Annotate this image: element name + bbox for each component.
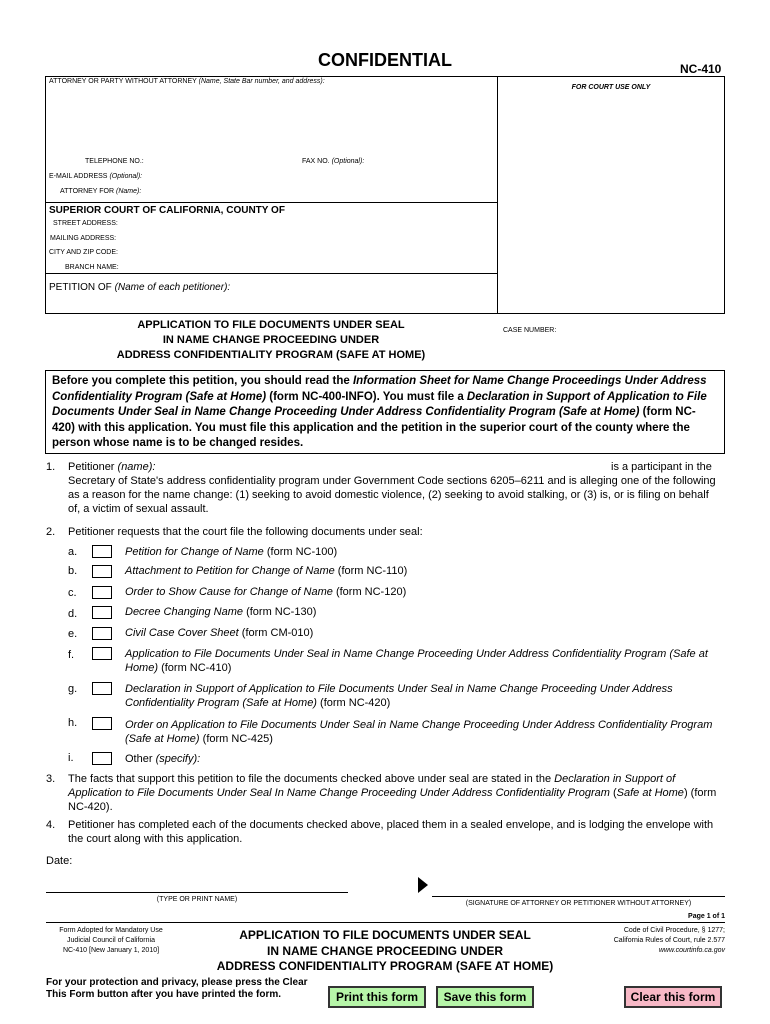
- court-title: SUPERIOR COURT OF CALIFORNIA, COUNTY OF: [49, 205, 285, 216]
- footer-title: APPLICATION TO FILE DOCUMENTS UNDER SEAL IN NAME CHANGE PROCEEDING UNDER ADDRESS CONFIDENTIALITY PROGRAM (SAFE AT HOME): [216, 928, 554, 973]
- option-c-checkbox[interactable]: [92, 586, 112, 599]
- save-form-button[interactable]: Save this form: [436, 986, 534, 1008]
- date-input[interactable]: [80, 852, 230, 866]
- petition-label: PETITION OF (Name of each petitioner):: [49, 282, 231, 293]
- fax-label: FAX NO. (Optional):: [302, 158, 365, 165]
- option-a-checkbox[interactable]: [92, 545, 112, 558]
- page-number: Page 1 of 1: [688, 913, 725, 920]
- option-e-checkbox[interactable]: [92, 627, 112, 640]
- option-e-label: Civil Case Cover Sheet (form CM-010): [125, 627, 314, 639]
- adopted-note: Form Adopted for Mandatory Use Judicial Council of California NC-410 [New January 1, 2010]: [59, 927, 163, 954]
- item1-tail: is a participant in the: [611, 461, 712, 473]
- printed-name-input[interactable]: [46, 874, 346, 890]
- print-form-button[interactable]: Print this form: [328, 986, 426, 1008]
- privacy-note: For your protection and privacy, please press the Clear This Form button after you have printed the form.: [46, 977, 308, 1000]
- street-label: STREET ADDRESS:: [53, 220, 118, 227]
- form-number: NC-410: [680, 62, 722, 76]
- case-number-input[interactable]: [503, 340, 718, 360]
- date-label: Date:: [46, 855, 73, 867]
- notice-box: Before you complete this petition, you should read the Information Sheet for Name Change Proceedings Under Address Confidentiality Program (Safe at Home) (form NC-400-INFO). You must file a Declaration in Support of Application to File Documents Under Seal in Name Change Proceeding Under Address Confidentiality Program (Safe at Home) (form NC-420) with this application. You must file this application and the petition in the superior court of the county where the person whose name is to be changed resides.: [45, 370, 725, 454]
- option-d-letter: d.: [68, 608, 78, 620]
- item1-lead: Petitioner (name):: [68, 461, 156, 473]
- telephone-input[interactable]: [150, 156, 290, 167]
- option-i-checkbox[interactable]: [92, 752, 112, 765]
- item2-text: Petitioner requests that the court file the following documents under seal:: [68, 526, 423, 538]
- option-c-label: Order to Show Cause for Change of Name (form NC-120): [125, 586, 407, 598]
- option-f-checkbox[interactable]: [92, 647, 112, 660]
- signature-label: (SIGNATURE OF ATTORNEY OR PETITIONER WITHOUT ATTORNEY): [465, 900, 692, 907]
- option-d-checkbox[interactable]: [92, 606, 112, 619]
- item4-number: 4.: [46, 819, 56, 831]
- email-label: E-MAIL ADDRESS (Optional):: [49, 173, 143, 180]
- petitioner-name-input[interactable]: [162, 459, 602, 473]
- option-g-letter: g.: [68, 683, 78, 695]
- option-g-label: Declaration in Support of Application to File Documents Under Seal in Name Change Proceeding Under Address Confidentiality Program (Safe at Home) (form NC-420): [125, 683, 673, 709]
- option-a-label: Petition for Change of Name (form NC-100): [125, 546, 338, 558]
- code-reference: Code of Civil Procedure, § 1277; California Rules of Court, rule 2.577 www.courtinfo.ca.gov: [613, 927, 725, 954]
- option-b-label: Attachment to Petition for Change of Name (form NC-110): [125, 565, 408, 577]
- option-g-checkbox[interactable]: [92, 682, 112, 695]
- option-h-checkbox[interactable]: [92, 717, 112, 730]
- item2-number: 2.: [46, 526, 56, 538]
- option-i-letter: i.: [68, 752, 74, 764]
- option-c-letter: c.: [68, 587, 77, 599]
- other-specify-input[interactable]: [210, 750, 710, 764]
- case-number-label: CASE NUMBER:: [503, 327, 557, 334]
- attorney-label: ATTORNEY OR PARTY WITHOUT ATTORNEY (Name, State Bar number, and address):: [49, 78, 325, 85]
- option-a-letter: a.: [68, 546, 78, 558]
- option-d-label: Decree Changing Name (form NC-130): [125, 606, 317, 618]
- court-use-label: FOR COURT USE ONLY: [571, 84, 651, 91]
- type-name-label: (TYPE OR PRINT NAME): [156, 896, 238, 903]
- option-b-checkbox[interactable]: [92, 565, 112, 578]
- option-h-letter: h.: [68, 717, 78, 729]
- confidential-title: CONFIDENTIAL: [318, 50, 452, 70]
- attorney-input[interactable]: [49, 92, 489, 152]
- telephone-label: TELEPHONE NO.:: [85, 158, 144, 165]
- form-title: APPLICATION TO FILE DOCUMENTS UNDER SEAL IN NAME CHANGE PROCEEDING UNDER ADDRESS CONFIDENTIALITY PROGRAM (SAFE AT HOME): [116, 319, 426, 361]
- item1-number: 1.: [46, 461, 56, 473]
- item1-text: Secretary of State's address confidentiality program under Government Code sections 6205–6211 and is alleging one of the following as a reason for the name change: (1) seeking to avoid domestic violence, (2) seeking to avoid stalking, or (3) is, or is filing on behalf of, a victim of sexual assault.: [68, 475, 716, 515]
- option-f-letter: f.: [68, 649, 75, 661]
- option-i-label: Other (specify):: [125, 753, 201, 765]
- clear-form-button[interactable]: Clear this form: [624, 986, 722, 1008]
- option-e-letter: e.: [68, 628, 78, 640]
- item4-text: Petitioner has completed each of the documents checked above, placed them in a sealed envelope, and is lodging the envelope with the court along with this application.: [68, 819, 714, 845]
- option-h-label: Order on Application to File Documents Under Seal in Name Change Proceeding Under Address Confidentiality Program (Safe at Home) (form NC-425): [125, 719, 713, 745]
- option-b-letter: b.: [68, 565, 78, 577]
- branch-label: BRANCH NAME:: [65, 264, 119, 271]
- item3-number: 3.: [46, 773, 56, 785]
- signature-arrow-icon: [418, 877, 428, 893]
- item3-text: The facts that support this petition to file the documents checked above under seal are stated in the Declaration in Support of Application to File Documents Under Seal In Name Change Proceeding Under Address Confidentiality Program (Safe at Home) (form NC-420).: [68, 773, 717, 813]
- attorney-for-label: ATTORNEY FOR (Name):: [60, 188, 142, 195]
- option-f-label: Application to File Documents Under Seal in Name Change Proceeding Under Address Confidentiality Program (Safe at Home) (form NC-410): [125, 648, 708, 674]
- mailing-label: MAILING ADDRESS:: [50, 235, 117, 242]
- city-label: CITY AND ZIP CODE:: [49, 249, 118, 256]
